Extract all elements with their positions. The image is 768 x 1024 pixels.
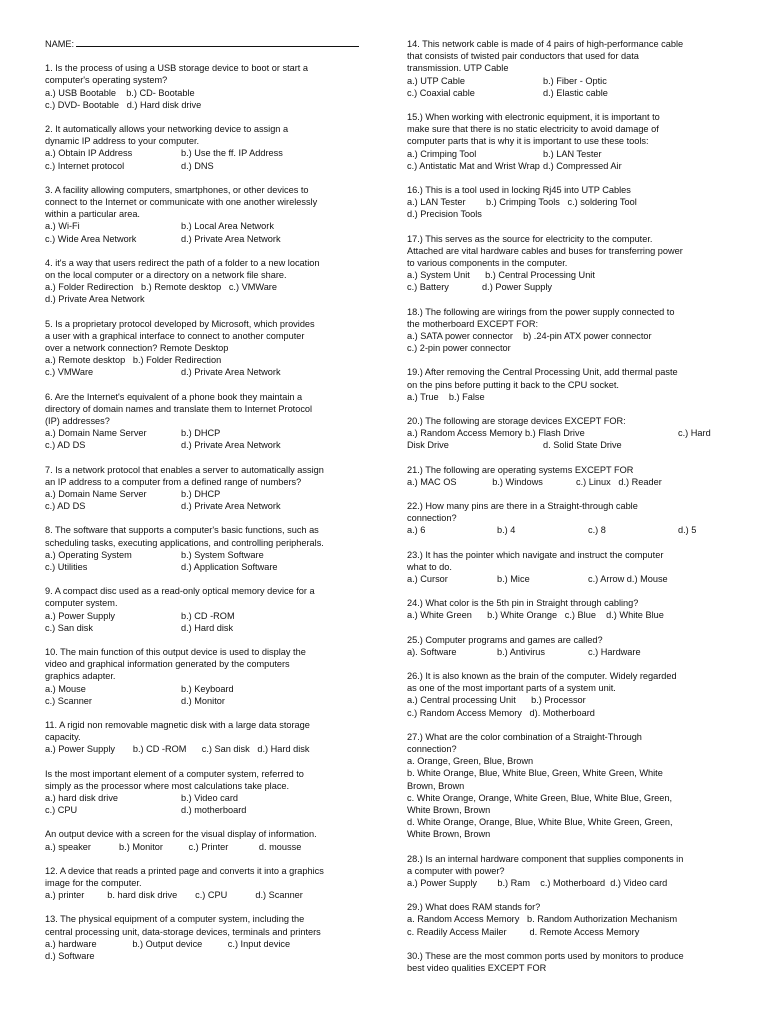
question-line: 27.) What are the color combination of a Straight-Through	[407, 731, 642, 742]
question-line: 18.) The following are wirings from the power supply connected to	[407, 306, 675, 317]
question-line: make sure that there is no static electricity to avoid damage of	[407, 124, 659, 135]
answer-options-row	[407, 573, 729, 585]
answer-option[interactable]: c.) AD DS	[45, 501, 86, 512]
question-line: what to do.	[407, 561, 452, 572]
answer-option[interactable]: d.) Monitor	[181, 695, 225, 706]
question-line: connect to the Internet or communicate with one another wirelessly	[45, 197, 318, 207]
right-questions	[407, 38, 729, 986]
question-block	[45, 524, 375, 573]
name-blank-line[interactable]	[76, 38, 359, 47]
question-line: an IP address to a computer from a defined range of numbers?	[45, 476, 302, 487]
answer-option[interactable]: d.) 5	[678, 525, 697, 536]
question-line: transmission. UTP Cable	[407, 63, 509, 74]
answer-option[interactable]: b.) CD -ROM	[181, 610, 235, 621]
question-line: 14. This network cable is made of 4 pairs of high-performance cable	[407, 39, 684, 49]
answer-option[interactable]: a). Software	[407, 646, 457, 657]
answer-option[interactable]: c.) Internet protocol	[45, 160, 125, 171]
question-line: capacity.	[45, 732, 81, 743]
question-line: c. White Orange, Orange, White Green, Blue, White Blue, Green,	[407, 792, 673, 803]
question-line: connection?	[407, 513, 457, 524]
name-field	[45, 38, 375, 50]
question-line: 9. A compact disc used as a read-only optical memory device for a	[45, 586, 315, 597]
question-line: d.) Precision Tools	[407, 209, 482, 220]
answer-option[interactable]: b.) System Software	[181, 549, 264, 560]
question-line: (IP) addresses?	[45, 416, 110, 426]
answer-option[interactable]: b.) Antivirus	[497, 646, 545, 657]
answer-options-row	[45, 610, 375, 622]
question-block	[407, 549, 729, 586]
answer-options-row	[45, 366, 375, 378]
question-block	[407, 853, 729, 890]
answer-options-row	[45, 220, 375, 232]
question-line: 16.) This is a tool used in locking Rj45 into UTP Cables	[407, 184, 631, 195]
question-line: 20.) The following are storage devices EXCEPT FOR:	[407, 416, 626, 427]
question-line: An output device with a screen for the visual display of information.	[45, 829, 317, 840]
question-block	[45, 123, 375, 172]
question-block	[45, 828, 375, 852]
question-line: 6. Are the Internet's equivalent of a phone book they maintain a	[45, 391, 303, 402]
question-line: a.) MAC OS b.) Windows c.) Linux d.) Reader	[407, 476, 662, 487]
answer-option[interactable]: d.) DNS	[181, 160, 214, 171]
answer-option[interactable]: d.) Private Area Network	[181, 501, 281, 512]
question-line: a.) speaker b.) Monitor c.) Printer d. mousse	[45, 841, 302, 852]
question-block	[45, 865, 375, 902]
answer-options-row	[45, 683, 375, 695]
question-line: graphics adapter.	[45, 671, 116, 682]
question-line: a.) White Green b.) White Orange c.) Blue d.) White Blue	[407, 610, 664, 621]
question-line: 2. It automatically allows your networking device to assign a	[45, 124, 289, 135]
answer-option[interactable]: b.) DHCP	[181, 428, 221, 439]
answer-option[interactable]: a.) Obtain IP Address	[45, 148, 133, 159]
answer-option[interactable]: b.) Mice	[497, 574, 530, 584]
answer-options-row	[407, 524, 729, 536]
question-line: a.) Remote desktop b.) Folder Redirection	[45, 355, 222, 366]
question-line: Brown, Brown	[407, 780, 465, 791]
question-line: a.) Power Supply b.) Ram c.) Motherboard d.) Video card	[407, 878, 668, 889]
answer-options-row	[407, 439, 729, 451]
question-line: simply as the processor where most calculations take place.	[45, 780, 290, 791]
answer-option[interactable]: c.) Wide Area Network	[45, 233, 137, 244]
question-line: 15.) When working with electronic equipment, it is important to	[407, 111, 660, 122]
question-line: image for the computer.	[45, 877, 142, 888]
answer-option[interactable]: d.) Private Area Network	[181, 233, 281, 244]
left-column	[45, 38, 375, 974]
question-line: d. White Orange, Orange, Blue, White Blue, White Green, Green,	[407, 817, 673, 828]
question-line: as one of the most important parts of a system unit.	[407, 683, 616, 694]
question-block	[407, 597, 729, 621]
answer-option[interactable]: c.) Hardware	[588, 646, 641, 657]
answer-option[interactable]: b.) Local Area Network	[181, 221, 274, 232]
question-block	[407, 634, 729, 658]
question-line: scheduling tasks, executing applications, and controlling peripherals.	[45, 537, 324, 548]
question-line: a.) hardware b.) Output device c.) Input device	[45, 938, 291, 949]
question-line: best video qualities EXCEPT FOR	[407, 963, 547, 974]
question-line: a. Random Access Memory b. Random Authorization Mechanism	[407, 914, 678, 925]
question-block	[407, 464, 729, 488]
question-line: a user with a graphical interface to connect to another computer	[45, 330, 305, 341]
question-block	[45, 257, 375, 306]
answer-option[interactable]: c.) 8	[588, 525, 606, 536]
question-block	[45, 585, 375, 634]
answer-option[interactable]: c.) Scanner	[45, 695, 92, 706]
right-column	[407, 38, 729, 986]
question-line: computer system.	[45, 598, 118, 609]
question-line: Attached are vital hardware cables and buses for transferring power	[407, 245, 683, 256]
question-line: a computer with power?	[407, 865, 505, 876]
question-line: on the pins before putting it back to the CPU socket.	[407, 379, 619, 390]
question-block	[407, 38, 729, 99]
question-block	[407, 306, 729, 355]
question-line: 7. Is a network protocol that enables a server to automatically assign	[45, 464, 324, 475]
question-line: White Brown, Brown	[407, 829, 491, 840]
question-line: a.) Power Supply b.) CD -ROM c.) San disk d.) Hard disk	[45, 744, 310, 755]
answer-option[interactable]: b.) Keyboard	[181, 683, 234, 694]
answer-options-row	[407, 87, 729, 99]
question-block	[45, 464, 375, 513]
answer-option[interactable]: d.) Private Area Network	[181, 440, 281, 451]
answer-options-row	[407, 427, 729, 439]
answer-option[interactable]: a.) Operating System	[45, 549, 132, 560]
answer-options-row	[407, 160, 729, 172]
answer-options-row	[45, 147, 375, 159]
answer-option[interactable]: a.) 6	[407, 525, 426, 536]
question-line: b. White Orange, Blue, White Blue, Green, White Green, White	[407, 768, 663, 779]
left-questions	[45, 62, 375, 974]
question-line: 29.) What does RAM stands for?	[407, 902, 541, 913]
question-block	[45, 768, 375, 817]
question-line: 11. A rigid non removable magnetic disk with a large data storage	[45, 719, 310, 730]
question-line: to various components in the computer.	[407, 257, 568, 268]
question-line: within a particular area.	[45, 209, 140, 220]
question-line: 8. The software that supports a computer's basic functions, such as	[45, 525, 319, 536]
question-line: dynamic IP address to your computer.	[45, 136, 200, 147]
answer-option[interactable]: d. Solid State Drive	[543, 440, 622, 451]
question-line: d.) Software	[45, 950, 95, 961]
answer-option[interactable]: b.) Fiber - Optic	[543, 75, 607, 86]
question-line: c.) 2-pin power connector	[407, 343, 511, 354]
question-block	[407, 233, 729, 294]
question-line: computer parts that is why it is important to use these tools:	[407, 136, 649, 147]
question-block	[407, 184, 729, 221]
question-block	[45, 391, 375, 452]
answer-option[interactable]: d.) Private Area Network	[181, 367, 281, 378]
question-line: c.) Battery d.) Power Supply	[407, 282, 553, 293]
question-line: a.) printer b. hard disk drive c.) CPU d.) Scanner	[45, 890, 303, 901]
question-line: 26.) It is also known as the brain of the computer. Widely regarded	[407, 670, 677, 681]
answer-option[interactable]: b.) Video card	[181, 792, 239, 803]
question-line: that consists of twisted pair conductors that used for data	[407, 51, 639, 62]
answer-option[interactable]: a.) hard disk drive	[45, 792, 119, 803]
answer-option[interactable]: d.) Hard disk	[181, 622, 234, 633]
answer-option[interactable]: c.) CPU	[45, 805, 78, 816]
answer-option[interactable]: b.) DHCP	[181, 488, 221, 499]
answer-option[interactable]: a.) Domain Name Server	[45, 428, 147, 439]
question-line: c.) DVD- Bootable d.) Hard disk drive	[45, 99, 202, 110]
question-line: 5. Is a proprietary protocol developed by Microsoft, which provides	[45, 318, 315, 329]
question-block	[407, 500, 729, 537]
question-line: 30.) These are the most common ports used by monitors to produce	[407, 950, 684, 961]
question-line: a. Orange, Green, Blue, Brown	[407, 756, 534, 767]
question-block	[45, 913, 375, 962]
question-line: 24.) What color is the 5th pin in Straight through cabling?	[407, 598, 639, 609]
question-line: directory of domain names and translate them to Internet Protocol	[45, 403, 313, 414]
answer-options-row	[45, 233, 375, 245]
answer-options-row	[45, 439, 375, 451]
question-line: central processing unit, data-storage devices, terminals and printers	[45, 926, 321, 937]
answer-options-row	[45, 695, 375, 707]
answer-option[interactable]: Disk Drive	[407, 440, 449, 451]
answer-option[interactable]: d.) Elastic cable	[543, 87, 608, 98]
question-block	[407, 901, 729, 938]
question-line: a.) System Unit b.) Central Processing Unit	[407, 270, 595, 281]
question-line: 13. The physical equipment of a computer system, including the	[45, 914, 305, 925]
answer-option[interactable]: a.) Power Supply	[45, 610, 115, 621]
question-line: 1. Is the process of using a USB storage device to boot or start a	[45, 63, 309, 74]
question-line: video and graphical information generated by the computers	[45, 659, 290, 670]
question-line: a.) SATA power connector b) .24-pin ATX power connector	[407, 331, 652, 341]
question-line: computer's operating system?	[45, 75, 168, 86]
answer-option[interactable]: c.) Hard	[678, 428, 711, 439]
answer-option[interactable]: a.) Random Access Memory b.) Flash Drive	[407, 428, 585, 439]
answer-option[interactable]: d.) Compressed Air	[543, 160, 622, 171]
answer-option[interactable]: a.) UTP Cable	[407, 75, 466, 86]
question-line: over a network connection? Remote Desktop	[45, 343, 229, 353]
answer-options-row	[45, 561, 375, 573]
answer-option[interactable]: a.) Wi-Fi	[45, 221, 80, 232]
question-line: 19.) After removing the Central Processing Unit, add thermal paste	[407, 367, 678, 378]
question-line: a.) USB Bootable b.) CD- Bootable	[45, 87, 195, 98]
question-line: White Brown, Brown	[407, 805, 491, 816]
question-line: a.) True b.) False	[407, 391, 485, 402]
question-line: Is the most important element of a computer system, referred to	[45, 768, 304, 779]
question-block	[407, 111, 729, 172]
answer-option[interactable]: b.) Use the ff. IP Address	[181, 148, 283, 159]
question-line: 23.) It has the pointer which navigate and instruct the computer	[407, 549, 664, 560]
question-line: 21.) The following are operating systems EXCEPT FOR	[407, 464, 634, 475]
answer-options-row	[45, 622, 375, 634]
answer-options-row	[407, 646, 729, 658]
answer-option[interactable]: a.) Mouse	[45, 683, 86, 694]
question-block	[407, 366, 729, 403]
question-line: d.) Private Area Network	[45, 294, 145, 305]
question-line: 28.) Is an internal hardware component that supplies components in	[407, 853, 684, 864]
name-label: NAME:	[45, 39, 75, 49]
answer-options-row	[45, 160, 375, 172]
question-line: 3. A facility allowing computers, smartphones, or other devices to	[45, 184, 309, 195]
answer-options-row	[45, 488, 375, 500]
answer-option[interactable]: d.) Application Software	[181, 561, 278, 572]
question-line: a.) Folder Redirection b.) Remote desktop c.) VMWare	[45, 282, 277, 293]
question-line: on the local computer or a directory on a network file share.	[45, 269, 287, 280]
question-line: 22.) How many pins are there in a Straight-through cable	[407, 501, 638, 511]
answer-options-row	[45, 427, 375, 439]
answer-options-row	[407, 75, 729, 87]
question-line: 4. it's a way that users redirect the path of a folder to a new location	[45, 257, 320, 268]
question-line: c.) Random Access Memory d). Motherboard	[407, 707, 595, 718]
answer-option[interactable]: a.) Domain Name Server	[45, 488, 147, 499]
question-line: a.) Central processing Unit b.) Processor	[407, 695, 586, 706]
answer-options-row	[45, 792, 375, 804]
answer-option[interactable]: b.) LAN Tester	[543, 148, 602, 159]
answer-option[interactable]: c.) VMWare	[45, 367, 94, 378]
answer-options-row	[45, 804, 375, 816]
answer-option[interactable]: c.) Utilities	[45, 561, 88, 572]
answer-option[interactable]: c.) Arrow d.) Mouse	[588, 574, 668, 584]
answer-option[interactable]: c.) Coaxial cable	[407, 87, 475, 98]
question-block	[407, 731, 729, 841]
answer-options-row	[45, 549, 375, 561]
answer-option[interactable]: a.) Cursor	[407, 574, 448, 584]
answer-option[interactable]: d.) motherboard	[181, 805, 247, 816]
answer-option[interactable]: c.) Antistatic Mat and Wrist Wrap	[407, 160, 540, 171]
question-line: connection?	[407, 744, 457, 754]
answer-option[interactable]: c.) AD DS	[45, 440, 86, 451]
question-block	[45, 646, 375, 707]
answer-option[interactable]: c.) San disk	[45, 622, 93, 633]
question-line: a.) LAN Tester b.) Crimping Tools c.) soldering Tool	[407, 197, 637, 208]
question-line: 17.) This serves as the source for electricity to the computer.	[407, 233, 653, 244]
answer-option[interactable]: a.) Crimping Tool	[407, 148, 477, 159]
question-line: 10. The main function of this output device is used to display the	[45, 646, 306, 657]
question-block	[45, 318, 375, 379]
question-line: 12. A device that reads a printed page and converts it into a graphics	[45, 865, 324, 876]
question-block	[45, 184, 375, 245]
question-block	[45, 62, 375, 111]
question-block	[45, 719, 375, 756]
question-block	[407, 415, 729, 452]
answer-option[interactable]: b.) 4	[497, 525, 516, 536]
question-line: c. Readily Access Mailer d. Remote Access Memory	[407, 926, 640, 937]
question-line: the motherboard EXCEPT FOR:	[407, 318, 539, 329]
question-line: 25.) Computer programs and games are called?	[407, 634, 603, 645]
answer-options-row	[45, 500, 375, 512]
question-block	[407, 950, 729, 974]
answer-options-row	[407, 148, 729, 160]
question-block	[407, 670, 729, 719]
